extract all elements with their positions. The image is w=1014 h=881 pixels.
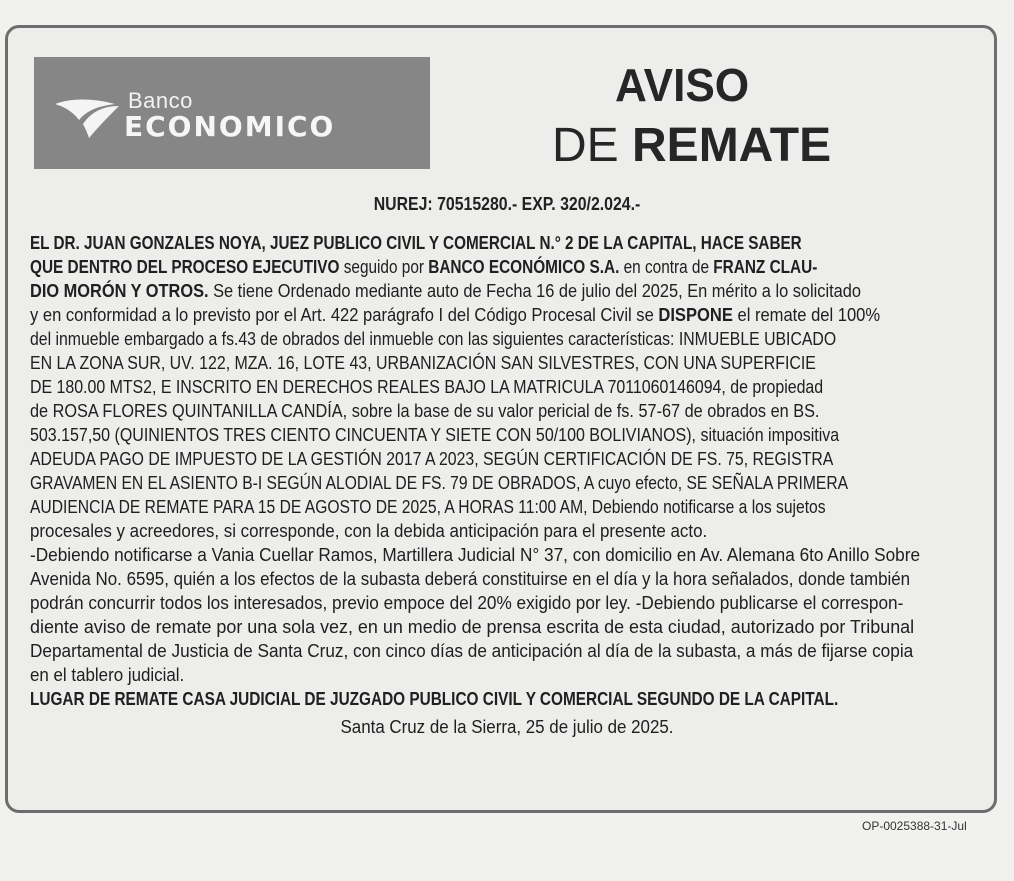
body-line-18: Departamental de Justicia de Santa Cruz, con cinco días de anticipación al día de la subasta, a más de fijarse copia	[30, 640, 914, 661]
body-line-10: ADEUDA PAGO DE IMPUESTO DE LA GESTIÓN 2017 A 2023, SEGÚN CERTIFICACIÓN DE FS. 75, REGISTRA	[30, 448, 834, 469]
body-line-8: de ROSA FLORES QUINTANILLA CANDÍA, sobre la base de su valor pericial de fs. 57-67 de obrados en BS.	[30, 400, 820, 421]
body-line-19: en el tablero judicial.	[30, 664, 185, 685]
case-reference: NUREJ: 70515280.- EXP. 320/2.024.-	[373, 194, 641, 214]
body-line-16: podrán concurrir todos los interesados, previo empoce del 20% exigido por ley. -Debiendo publicarse el correspon-	[30, 592, 904, 613]
body-line-2: QUE DENTRO DEL PROCESO EJECUTIVO seguido por BANCO ECONÓMICO S.A. en contra de FRANZ CLAU-	[30, 256, 818, 277]
body-line-13: procesales y acreedores, si corresponde, con la debida anticipación para el presente acto.	[30, 520, 708, 541]
place-and-date: Santa Cruz de la Sierra, 25 de julio de 2025.	[340, 716, 674, 737]
body-line-20: LUGAR DE REMATE CASA JUDICIAL DE JUZGADO PUBLICO CIVIL Y COMERCIAL SEGUNDO DE LA CAPITAL.	[30, 688, 839, 709]
body-line-4: y en conformidad a lo previsto por el Art. 422 parágrafo I del Código Procesal Civil se DISPONE el remate del 100%	[30, 304, 881, 325]
body-line-7: DE 180.00 MTS2, E INSCRITO EN DERECHOS REALES BAJO LA MATRICULA 7011060146094, de propiedad	[30, 376, 824, 397]
body-line-3: DIO MORÓN Y OTROS. Se tiene Ordenado mediante auto de Fecha 16 de julio del 2025, En mérito a lo solicitado	[30, 280, 861, 301]
body-line-5: del inmueble embargado a fs.43 de obrados del inmueble con las siguientes características: INMUEBLE UBICADO	[30, 328, 837, 349]
body-line-9: 503.157,50 (QUINIENTOS TRES CIENTO CINCUENTA Y SIETE CON 50/100 BOLIVIANOS), situación impositiva	[30, 424, 840, 445]
notice-title-remate: DE REMATE	[552, 119, 832, 172]
body-line-14: -Debiendo notificarse a Vania Cuellar Ramos, Martillera Judicial N° 37, con domicilio en Av. Alemana 6to Anillo Sobre	[30, 544, 921, 565]
body-line-12: AUDIENCIA DE REMATE PARA 15 DE AGOSTO DE 2025, A HORAS 11:00 AM, Debiendo notificarse a los sujetos	[30, 496, 826, 517]
logo-banco-text: Banco	[128, 88, 193, 113]
body-line-17: diente aviso de remate por una sola vez, en un medio de prensa escrita de esta ciudad, autorizado por Tribunal	[30, 616, 915, 637]
publication-reference: OP-0025388-31-Jul	[862, 819, 967, 833]
body-line-1: EL DR. JUAN GONZALES NOYA, JUEZ PUBLICO CIVIL Y COMERCIAL N.° 2 DE LA CAPITAL, HACE SABER	[30, 232, 802, 253]
bank-swoosh-logo-icon	[53, 96, 123, 140]
body-line-11: GRAVAMEN EN EL ASIENTO B-I SEGÚN ALODIAL DE FS. 79 DE OBRADOS, A cuyo efecto, SE SEÑALA PRIMERA	[30, 472, 849, 493]
body-line-6: EN LA ZONA SUR, UV. 122, MZA. 16, LOTE 43, URBANIZACIÓN SAN SILVESTRES, CON UNA SUPERFICIE	[30, 352, 816, 373]
notice-title-aviso: AVISO	[615, 59, 750, 111]
logo-economico-text: ECONOMICO	[124, 110, 336, 143]
body-line-15: Avenida No. 6595, quién a los efectos de la subasta deberá constituirse en el día y la hora señalados, donde también	[30, 568, 911, 589]
